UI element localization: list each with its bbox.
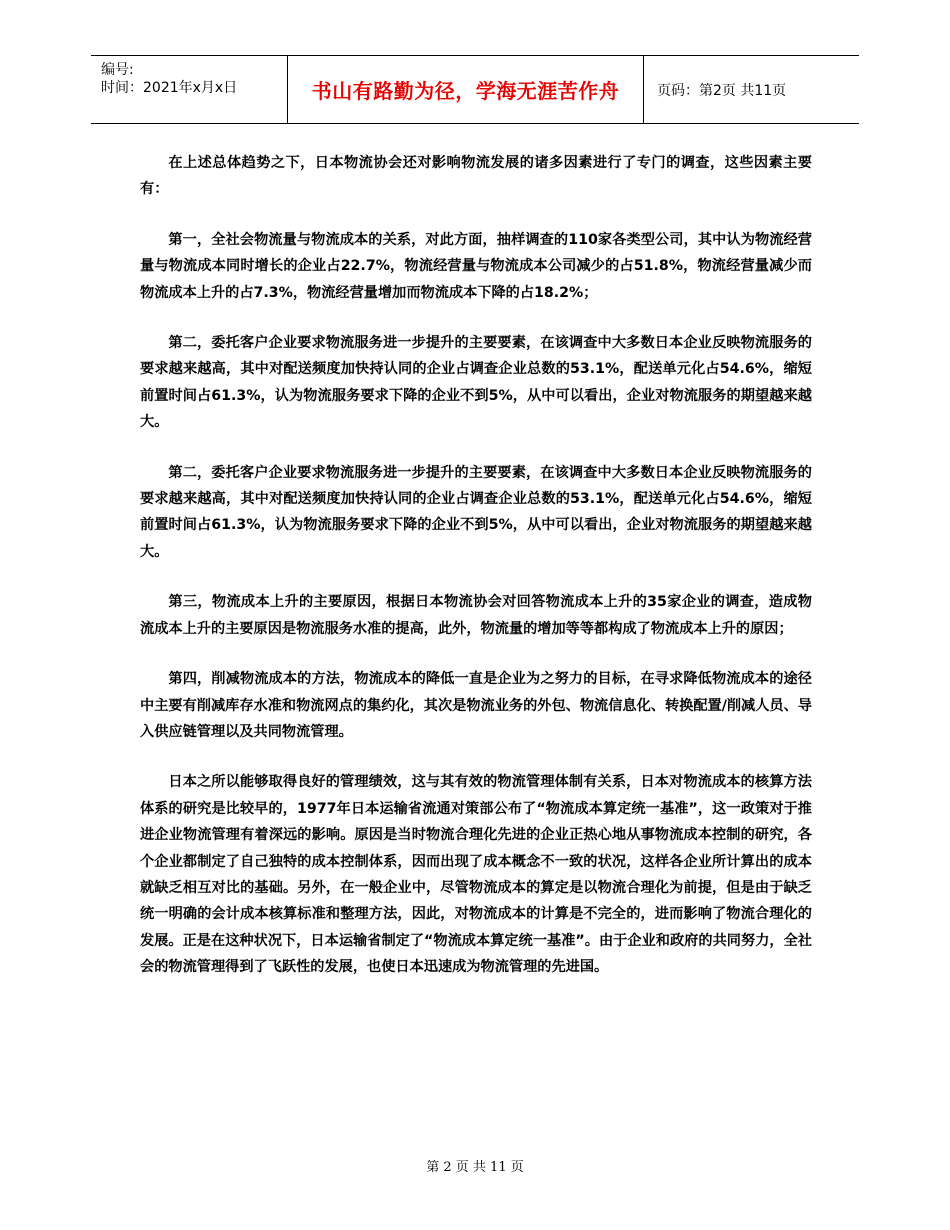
- header-motto-cell: [287, 56, 644, 123]
- body-paragraph: 第三，物流成本上升的主要原因，根据日本物流协会对回答物流成本上升的35家企业的调查，造成物流成本上升的主要原因是物流服务水准的提高，此外，物流量的增加等等都构成了物流成本上升的原因；: [140, 594, 812, 637]
- page-footer: 第 2 页 共 11 页: [426, 1160, 524, 1175]
- document-body: [140, 150, 812, 1005]
- page-header: [91, 55, 859, 124]
- body-paragraph: 第二，委托客户企业要求物流服务进一步提升的主要要素，在该调查中大多数日本企业反映物流服务的要求越来越高，其中对配送频度加快持认同的企业占调查企业总数的53.1%，配送单元化占54.6%，缩短前置时间占61.3%，认为物流服务要求下降的企业不到5%，从中可以看出，企业对物流服务的期望越来越大。: [140, 335, 812, 431]
- header-motto: 书山有路勤为径，学海无涯苦作舟: [311, 79, 620, 103]
- body-paragraph: 第二，委托客户企业要求物流服务进一步提升的主要要素，在该调查中大多数日本企业反映物流服务的要求越来越高，其中对配送频度加快持认同的企业占调查企业总数的53.1%，配送单元化占54.6%，缩短前置时间占61.3%，认为物流服务要求下降的企业不到5%，从中可以看出，企业对物流服务的期望越来越大。: [140, 464, 812, 560]
- body-paragraph: 第一，全社会物流量与物流成本的关系，对此方面，抽样调查的110家各类型公司，其中认为物流经营量与物流成本同时增长的企业占22.7%，物流经营量与物流成本公司减少的占51.8%，物流经营量减少而物流成本上升的占7.3%，物流经营量增加而物流成本下降的占18.2%；: [140, 231, 812, 301]
- body-paragraph: 日本之所以能够取得良好的管理绩效，这与其有效的物流管理体制有关系，日本对物流成本的核算方法体系的研究是比较早的，1977年日本运输省流通对策部公布了“物流成本算定统一基准”，这一政策对于推进企业物流管理有着深远的影响。原因是当时物流合理化先进的企业正热心地从事物流成本控制的研究，各个企业都制定了自己独特的成本控制体系，因而出现了成本概念不一致的状况，这样各企业所计算出的成本就缺乏相互对比的基础。另外，在一般企业中，尽管物流成本的算定是以物流合理化为前提，但是由于缺乏统一明确的会计成本核算标准和整理方法，因此，对物流成本的计算是不完全的，进而影响了物流合理化的发展。正是在这种状况下，日本运输省制定了“物流成本算定统一基准”。由于企业和政府的共同努力，全社会的物流管理得到了飞跃性的发展，也使日本迅速成为物流管理的先进国。: [140, 774, 812, 976]
- header-page-info: 页码：第2页 共11页: [657, 82, 787, 99]
- body-paragraph: 第四，削减物流成本的方法，物流成本的降低一直是企业为之努力的目标，在寻求降低物流成本的途径中主要有削减库存水准和物流网点的集约化，其次是物流业务的外包、物流信息化、转换配置/削减人员、导入供应链管理以及共同物流管理。: [140, 671, 812, 740]
- header-meta: [91, 56, 287, 123]
- document-time-label: 时间：2021年x月x日: [101, 80, 238, 96]
- header-page-cell: [643, 56, 859, 123]
- body-paragraph: 在上述总体趋势之下，日本物流协会还对影响物流发展的诸多因素进行了专门的调查，这些因素主要有：: [140, 155, 812, 198]
- document-number-label: 编号:: [101, 62, 134, 78]
